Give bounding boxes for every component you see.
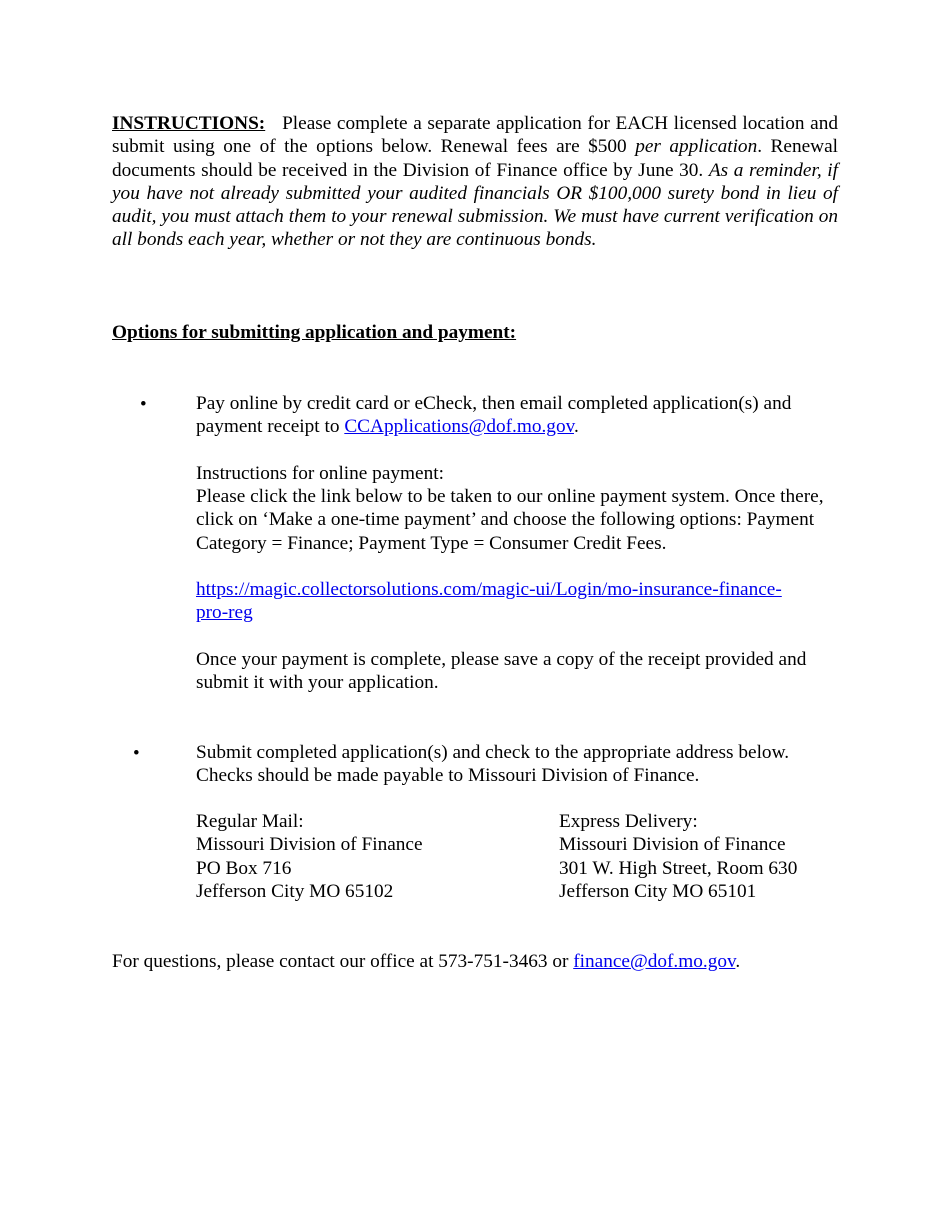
after-payment-text: Once your payment is complete, please save a copy of the receipt provided and submit it with your application.: [196, 649, 807, 694]
instructions-paragraph: [112, 112, 838, 252]
regular-mail-address: [196, 810, 423, 903]
express-delivery-line-3: Jefferson City MO 65101: [559, 880, 757, 902]
online-payment-text: [196, 392, 846, 439]
online-instructions-body: Please click the link below to be taken to our online payment system. Once there, click on ‘Make a one-time payment’ and choose the following options: Payment Category = Finance; Payment Type = Consumer Credit Fees.: [196, 486, 824, 554]
mail-submission-text: Submit completed application(s) and check to the appropriate address below. Checks should be made payable to Missouri Division of Finance.: [196, 742, 790, 787]
finance-email-link[interactable]: finance@dof.mo.gov: [573, 951, 736, 972]
instructions-text-1: Please complete a separate application for EACH licensed location and submit using one of the options below. Renewal fees are $500: [112, 113, 838, 158]
online-payment-text-body: Pay online by credit card or eCheck, then email completed application(s) and payment receipt to: [196, 393, 792, 438]
bullet-mail: •: [133, 743, 140, 764]
regular-mail-line-2: PO Box 716: [196, 857, 292, 879]
options-heading: Options for submitting application and payment:: [112, 322, 517, 343]
contact-footer: [112, 950, 740, 973]
payment-url-link-line-2[interactable]: pro-reg: [196, 602, 253, 624]
regular-mail-title: Regular Mail:: [196, 811, 304, 832]
express-delivery-address: [559, 810, 797, 903]
payment-url-link-line-1[interactable]: https://magic.collectorsolutions.com/magic-ui/Login/mo-insurance-finance-: [196, 579, 782, 600]
express-delivery-line-1: Missouri Division of Finance: [559, 834, 786, 856]
regular-mail-line-3: Jefferson City MO 65102: [196, 880, 394, 902]
ccapplications-email-link[interactable]: CCApplications@dof.mo.gov: [344, 416, 574, 438]
footer-end: .: [735, 951, 741, 972]
online-instructions-title: Instructions for online payment:: [196, 463, 444, 484]
per-application-text: per application: [635, 136, 758, 158]
instructions-text-2: . Renewal documents should be received in the Division of Finance office by June 30.: [112, 136, 838, 181]
reminder-text: As a reminder, if you have not already submitted your audited financials OR $100,000 surety bond in lieu of audit, you must attach them to your renewal submission. We must have current verification on all bonds each year, whether or not they are continuous bonds.: [112, 159, 839, 251]
online-payment-text-end: .: [573, 416, 579, 438]
footer-text: For questions, please contact our office at 573-751-3463 or: [112, 951, 574, 972]
regular-mail-line-1: Missouri Division of Finance: [196, 834, 423, 856]
express-delivery-title: Express Delivery:: [559, 811, 698, 832]
express-delivery-line-2: 301 W. High Street, Room 630: [559, 857, 798, 879]
payment-url: [196, 578, 846, 625]
bullet-online: •: [140, 394, 147, 415]
instructions-label: INSTRUCTIONS:: [112, 113, 266, 134]
